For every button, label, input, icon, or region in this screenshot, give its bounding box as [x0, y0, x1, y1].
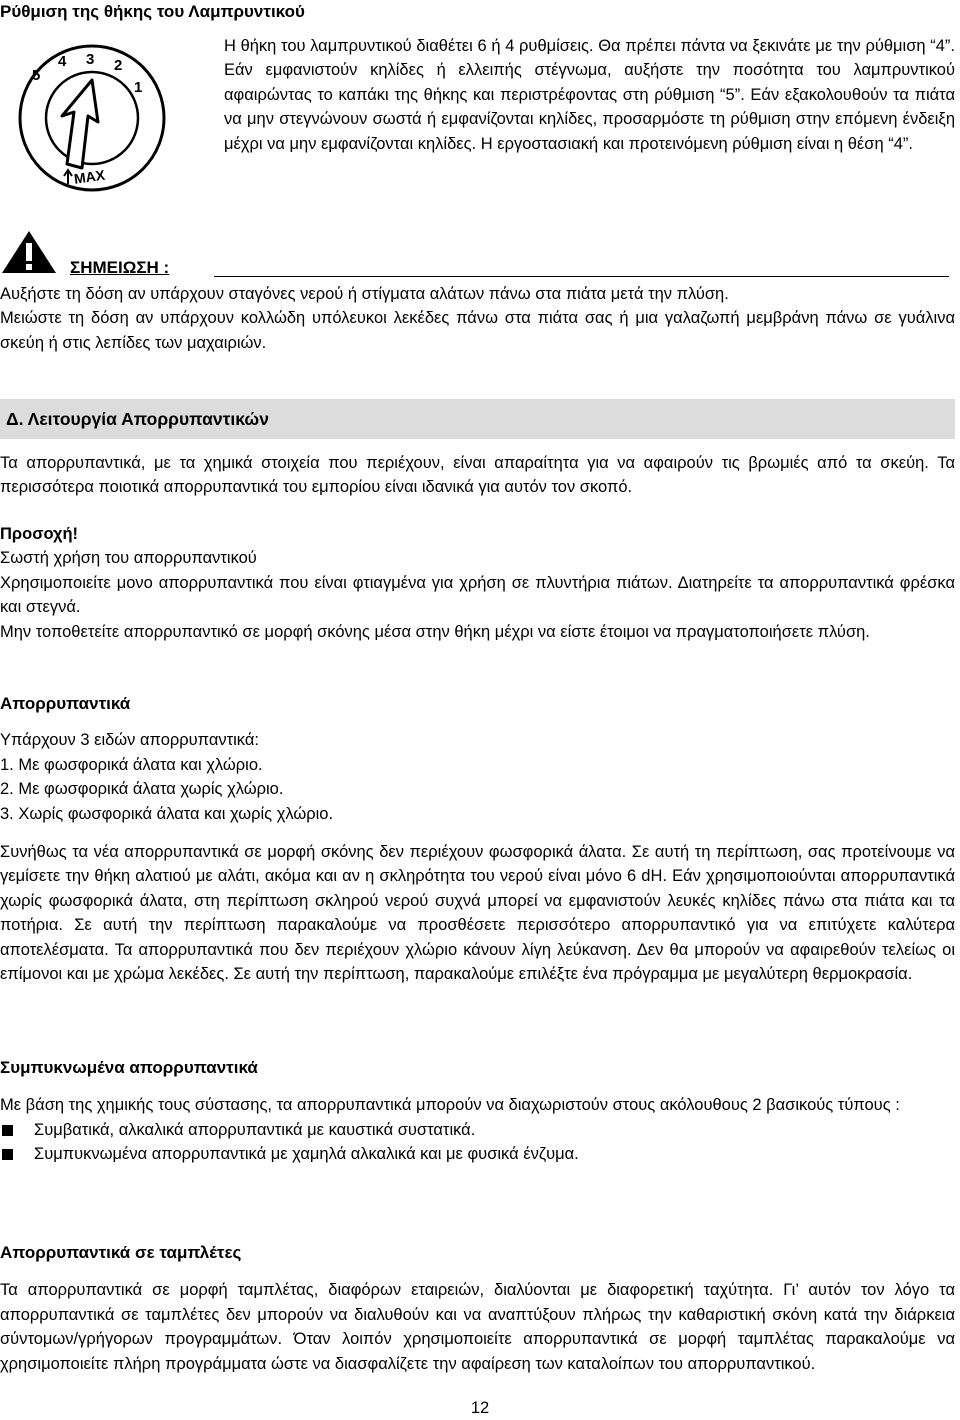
- page-title: Ρύθμιση της θήκης του Λαμπρυντικού: [0, 2, 305, 21]
- tablets-title: Απορρυπαντικά σε ταμπλέτες: [0, 1243, 242, 1262]
- note-title: ΣΗΜΕΙΩΣΗ :: [70, 258, 170, 277]
- square-bullet-icon: [2, 1149, 13, 1160]
- caution-line-use: Χρησιμοποιείτε μονο απορρυπαντικά που είναι φτιαγμένα για χρήση σε πλυντήρια πιάτων. Διατηρείτε τα απορρυπαντικά φρέσκα και στεγνά.: [0, 573, 955, 617]
- note-line-increase: Αυξήστε τη δόση αν υπάρχουν σταγόνες νερού ή στίγματα αλάτων πάνω στα πιάτα μετά την πλύση.: [0, 285, 729, 303]
- note-underline-divider: [214, 276, 949, 277]
- dial-number-5: 5: [32, 67, 41, 84]
- note-body: [0, 282, 955, 355]
- tablets-block: [0, 1241, 955, 1376]
- section-title: Δ. Λειτουργία Απορρυπαντικών: [6, 409, 269, 429]
- bullet-text: Συμπυκνωμένα απορρυπαντικά με χαμηλά αλκαλικά και με φυσικά ένζυμα.: [34, 1145, 579, 1164]
- section-paragraph: Τα απορρυπαντικά, με τα χημικά στοιχεία που περιέχουν, είναι απαραίτητα για να αφαιρούν τις βρωμιές από τα σκεύη. Τα περισσότερα ποιοτικά απορρυπαντικά του εμπορίου είναι ιδανικά για αυτόν τον σκοπό.: [0, 454, 955, 497]
- dial-number-1: 1: [134, 79, 143, 96]
- list-item: 3. Χωρίς φωσφορικά άλατα και χωρίς χλώριο.: [0, 804, 334, 823]
- caution-block: [0, 522, 955, 644]
- dial-max-label: MAX: [72, 166, 106, 187]
- warning-icon: [0, 229, 58, 275]
- list-item: [0, 1142, 955, 1166]
- detergents-list: [0, 753, 955, 826]
- detergents-paragraph: Συνήθως τα νέα απορρυπαντικά σε μορφή σκόνης δεν περιέχουν φωσφορικά άλατα. Σε αυτή τη περίπτωση, σας προτείνουμε να γεμίσετε την θήκη αλατιού με αλάτι, ακόμα και αν η σκληρότητα του νερού είναι μόνο 6 dH. Εάν χρησιμοποιούνται απορρυπαντικά χωρίς φωσφορικά άλατα, στη περίπτωση σκληρού νερού συχνά μπορεί να εμφανιστούν λευκές κηλίδες πάνω στα πιάτα και τα ποτήρια. Σε αυτή την περίπτωση παρακαλούμε να προσθέσετε περισσότερο απορρυπαντικό για να επιτύχετε καλύτερα αποτελέσματα. Τα απορρυπαντικά που δεν περιέχουν χλώριο κάνουν λίγη λεύκανση. Δεν θα μπορούν να αφαιρεθούν τελείως οι επίμονοι και με χρώμα λεκέδες. Σε αυτή την περίπτωση, παρακαλούμε επιλέξτε ένα πρόγραμμα με μεγαλύτερη θερμοκρασία.: [0, 843, 955, 984]
- tablets-paragraph: Τα απορρυπαντικά σε μορφή ταμπλέτας, διαφόρων εταιρειών, διαλύονται με διαφορετική ταχύτητα. Γι’ αυτόν τον λόγο τα απορρυπαντικά σε ταμπλέτες δεν μπορούν να διαλυθούν και να αναπτύξουν πλήρως την καθαριστική σκόνη κατά την διάρκεια σύντομων/γρήγορων προγραμμάτων. Όταν λοιπόν χρησιμοποιείτε απορρυπαντικά σε μορφή ταμπλέτας παρακαλούμε να χρησιμοποιείτε πλήρη προγράμματα ώστε να διασφαλίζετε την αφαίρεση των καταλοίπων του απορρυπαντικού.: [0, 1281, 955, 1373]
- caution-subtitle: Σωστή χρήση του απορρυπαντικού: [0, 549, 257, 568]
- detergents-title: Απορρυπαντικά: [0, 694, 131, 713]
- rinse-aid-dial-illustration: [12, 36, 172, 196]
- concentrated-intro: Με βάση της χημικής τους σύστασης, τα απορρυπαντικά μπορούν να διαχωριστούν στους ακόλουθους 2 βασικούς τύπους :: [0, 1096, 900, 1115]
- list-item: 1. Με φωσφορικά άλατα και χλώριο.: [0, 755, 263, 774]
- note-line-decrease: Μειώστε τη δόση αν υπάρχουν κολλώδη υπόλευκοι λεκέδες πάνω στα πιάτα σας ή μια γαλαζωπή μεμβράνη πάνω σε γυάλινα σκεύη ή στις λεπίδες των μαχαιριών.: [0, 309, 955, 352]
- detergents-intro: Υπάρχουν 3 ειδών απορρυπαντικά:: [0, 731, 259, 750]
- dial-number-4: 4: [58, 53, 67, 70]
- list-item: 2. Με φωσφορικά άλατα χωρίς χλώριο.: [0, 780, 284, 799]
- intro-paragraph: Η θήκη του λαμπρυντικού διαθέτει 6 ή 4 ρυθμίσεις. Θα πρέπει πάντα να ξεκινάτε με την ρύθμιση “4”. Εάν εμφανιστούν κηλίδες ή ελλειπής στέγνωμα, αυξήστε την ποσότητα του λαμπρυντικού αφαιρώντας το καπάκι της θήκης και περιστρέφοντας στη ρύθμιση “5”. Εάν εξακολουθούν τα πιάτα να μην στεγνώνουν σωστά ή εμφανίζονται κηλίδες, προσαρμόστε τη ρύθμιση στην επόμενη ένδειξη μέχρι να μην εμφανίζονται κηλίδες. Η εργοστασιακή και προτεινόμενη ρύθμιση είναι η θέση “4”.: [224, 37, 955, 153]
- square-bullet-icon: [2, 1125, 13, 1136]
- caution-title: Προσοχή!: [0, 525, 79, 543]
- concentrated-title: Συμπυκνωμένα απορρυπαντικά: [0, 1058, 258, 1077]
- detergents-block: [0, 692, 955, 986]
- section-header-bar: [0, 399, 955, 439]
- dial-number-3: 3: [86, 51, 95, 68]
- bullet-text: Συμβατικά, αλκαλικά απορρυπαντικά με καυστικά συστατικά.: [34, 1120, 476, 1139]
- caution-line-powder: Μην τοποθετείτε απορρυπαντικό σε μορφή σκόνης μέσα στην θήκη μέχρι να είστε έτοιμοι να πραγματοποιήσετε πλύση.: [0, 622, 870, 641]
- list-item: [0, 1118, 955, 1142]
- dial-number-2: 2: [114, 57, 123, 74]
- page-number: 12: [470, 1399, 490, 1417]
- concentrated-block: [0, 1056, 955, 1167]
